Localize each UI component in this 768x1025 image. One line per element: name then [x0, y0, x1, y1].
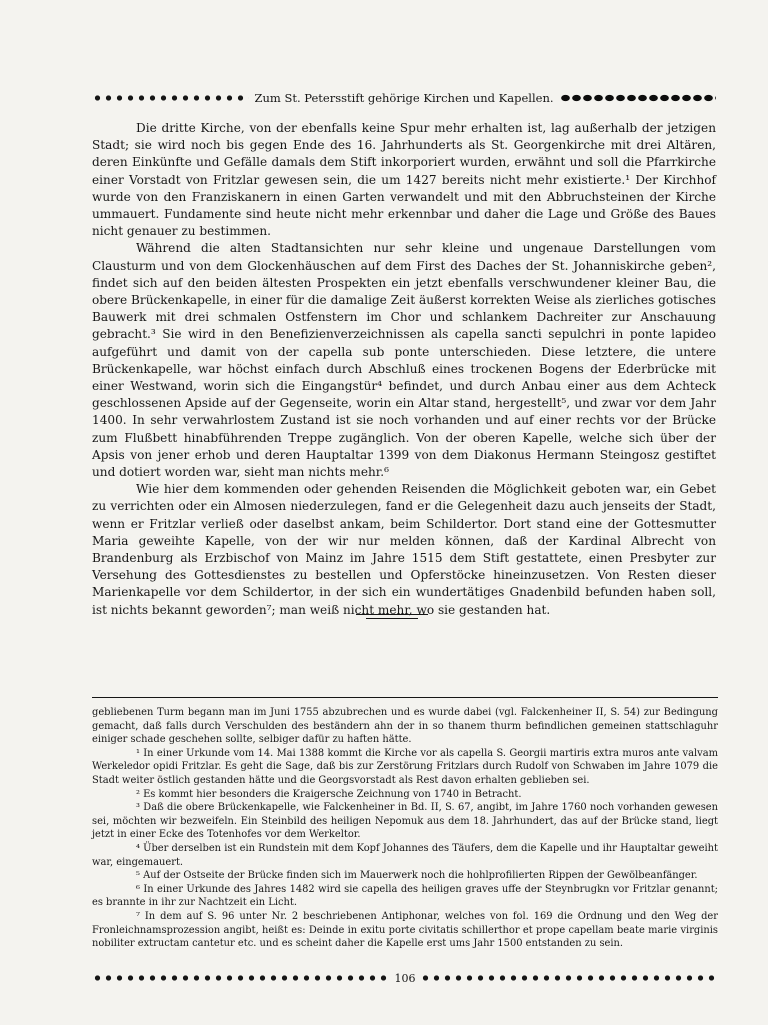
running-header	[92, 88, 716, 108]
header-ornament-left	[92, 94, 249, 102]
footnote: ² Es kommt hier besonders die Kraigersche Zeichnung von 1740 in Betracht.	[136, 788, 522, 800]
footnotes	[92, 706, 718, 951]
footnote-continuation: gebliebenen Turm begann man im Juni 1755 abzubrechen und es wurde dabei (vgl. Falckenheiner II, S. 54) zur Bedingung gemacht, daß falls durch Verschulden des beständern ahn der in so thanem thurm befindlichen gemeinen stattschlaguhr einiger schade geschehen sollte, selbiger dafür zu haften hätte.	[92, 707, 718, 746]
footnote: ⁵ Auf der Ostseite der Brücke finden sich im Mauerwerk noch die hohlprofilierten Rippen der Gewölbeanfänger.	[136, 870, 698, 882]
footnote: ⁶ In einer Urkunde des Jahres 1482 wird sie capella des heiligen graves uffe der Steynbrugkn vor Fritzlar genannt; es brannte in ihr zur Nachtzeit ein Licht.	[92, 883, 718, 909]
paragraph: Während die alten Stadtansichten nur sehr kleine und ungenaue Darstellungen vom Clausturm und von dem Glockenhäuschen auf dem First des Daches der St. Johanniskirche geben², findet sich auf den beiden ältesten Prospekten ein jetzt ebenfalls verschwundener kleiner Bau, die obere Brückenkapelle, in einer für die damalige Zeit äußerst korrekten Weise als zierliches gotisches Bauwerk mit drei schmalen Ostfenstern im Chor und schlankem Dachreiter zur Anschauung gebracht.³ Sie wird in den Benefizienverzeichnissen als capella sancti sepulchri in ponte lapideo aufgeführt und damit von der capella sub ponte unterschieden. Diese letztere, die untere Brückenkapelle, war höchst einfach durch Abschluß eines trockenen Bogens der Ederbrücke mit einer Westwand, worin sich die Eingangstür⁴ befindet, und durch Anbau einer aus dem Achteck geschlossenen Apside auf der Gegenseite, worin ein Altar stand, hergestellt⁵, und zwar vor dem Jahr 1400. In sehr verwahrlostem Zustand ist sie noch vorhanden und auf einer rechts vor der Brücke zum Flußbett hinabführenden Treppe zugänglich. Von der oberen Kapelle, welche sich über der Apsis von jener erhob und deren Hauptaltar 1399 von dem Diakonus Hermann Steingosz gestiftet und dotiert worden war, sieht man nichts mehr.⁶	[92, 241, 716, 480]
footnote: ¹ In einer Urkunde vom 14. Mai 1388 kommt die Kirche vor als capella S. Georgii martiris extra muros ante valvam Werkeledor opidi Fritzlar. Es geht die Sage, daß bis zur Zerstörung Fritzlars durch Rudolf von Schwaben im Jahre 1079 die Stadt weiter östlich gestanden hätte und die Georgsvorstadt als Rest davon erhalten geblieben sei.	[92, 747, 718, 786]
page-number: 106	[394, 971, 416, 985]
paragraph: Die dritte Kirche, von der ebenfalls keine Spur mehr erhalten ist, lag außerhalb der jetzigen Stadt; sie wird noch bis gegen Ende des 16. Jahrhunderts als St. Georgenkirche mit drei Altären, deren Einkünfte und Gefälle damals dem Stift inkorporiert wurden, erwähnt und soll die Pfarrkirche einer Vorstadt von Fritzlar gewesen sein, die um 1427 bereits nicht mehr existierte.¹ Der Kirchhof wurde von den Franziskanern in einen Garten verwandelt und mit den Abbruchsteinen der Kirche ummauert. Fundamente sind heute nicht mehr erkennbar und daher die Lage und Größe des Baues nicht genauer zu bestimmen.	[92, 121, 716, 239]
footnote-separator	[92, 697, 718, 698]
footnote: ⁷ In dem auf S. 96 unter Nr. 2 beschriebenen Antiphonar, welches von fol. 169 die Ordnung und den Weg der Fronleichnamsprozession angibt, heißt es: Deinde in exitu porte civitatis schillerthor et prope capellam beate marie virginis nobiliter extructam cantetur etc. und es scheint daher die Kapelle erst ums Jahr 1500 entstanden zu sein.	[92, 910, 718, 950]
body-text	[92, 120, 716, 619]
footnote: ³ Daß die obere Brückenkapelle, wie Falckenheiner in Bd. II, S. 67, angibt, im Jahre 1760 noch vorhanden gewesen sei, möchten wir bezweifeln. Ein Steinbild des heiligen Nepomuk aus dem 18. Jahrhundert, das auf der Brücke stand, liegt jetzt in einer Ecke des Totenhofes vor dem Werkeltor.	[92, 802, 718, 841]
section-end-ornament	[352, 614, 432, 622]
footer-ornament-left	[92, 974, 391, 982]
footer-ornament-right	[420, 974, 719, 982]
header-title: Zum St. Petersstift gehörige Kirchen und Kapellen.	[254, 91, 554, 105]
header-ornament-right	[560, 94, 717, 102]
footnote: ⁴ Über derselben ist ein Rundstein mit dem Kopf Johannes des Täufers, dem die Kapelle und ihr Hauptaltar geweiht war, eingemauert.	[92, 842, 718, 868]
running-footer	[92, 970, 718, 986]
paragraph: Wie hier dem kommenden oder gehenden Reisenden die Möglichkeit geboten war, ein Gebet zu verrichten oder ein Almosen niederzulegen, fand er die Gelegenheit dazu auch jenseits der Stadt, wenn er Fritzlar verließ oder daselbst ankam, beim Schildertor. Dort stand eine der Gottesmutter Maria geweihte Kapelle, von der wir nur melden können, daß der Kardinal Albrecht von Brandenburg als Erzbischof von Mainz im Jahre 1515 dem Stift gestattete, einen Presbyter zur Versehung des Gottesdienstes zu bestellen und Opferstöcke hineinzusetzen. Von Resten dieser Marienkapelle vor dem Schildertor, in der sich ein wundertätiges Gnadenbild befunden haben soll, ist nichts bekannt geworden⁷; man weiß nicht mehr, wo sie gestanden hat.	[92, 482, 716, 617]
